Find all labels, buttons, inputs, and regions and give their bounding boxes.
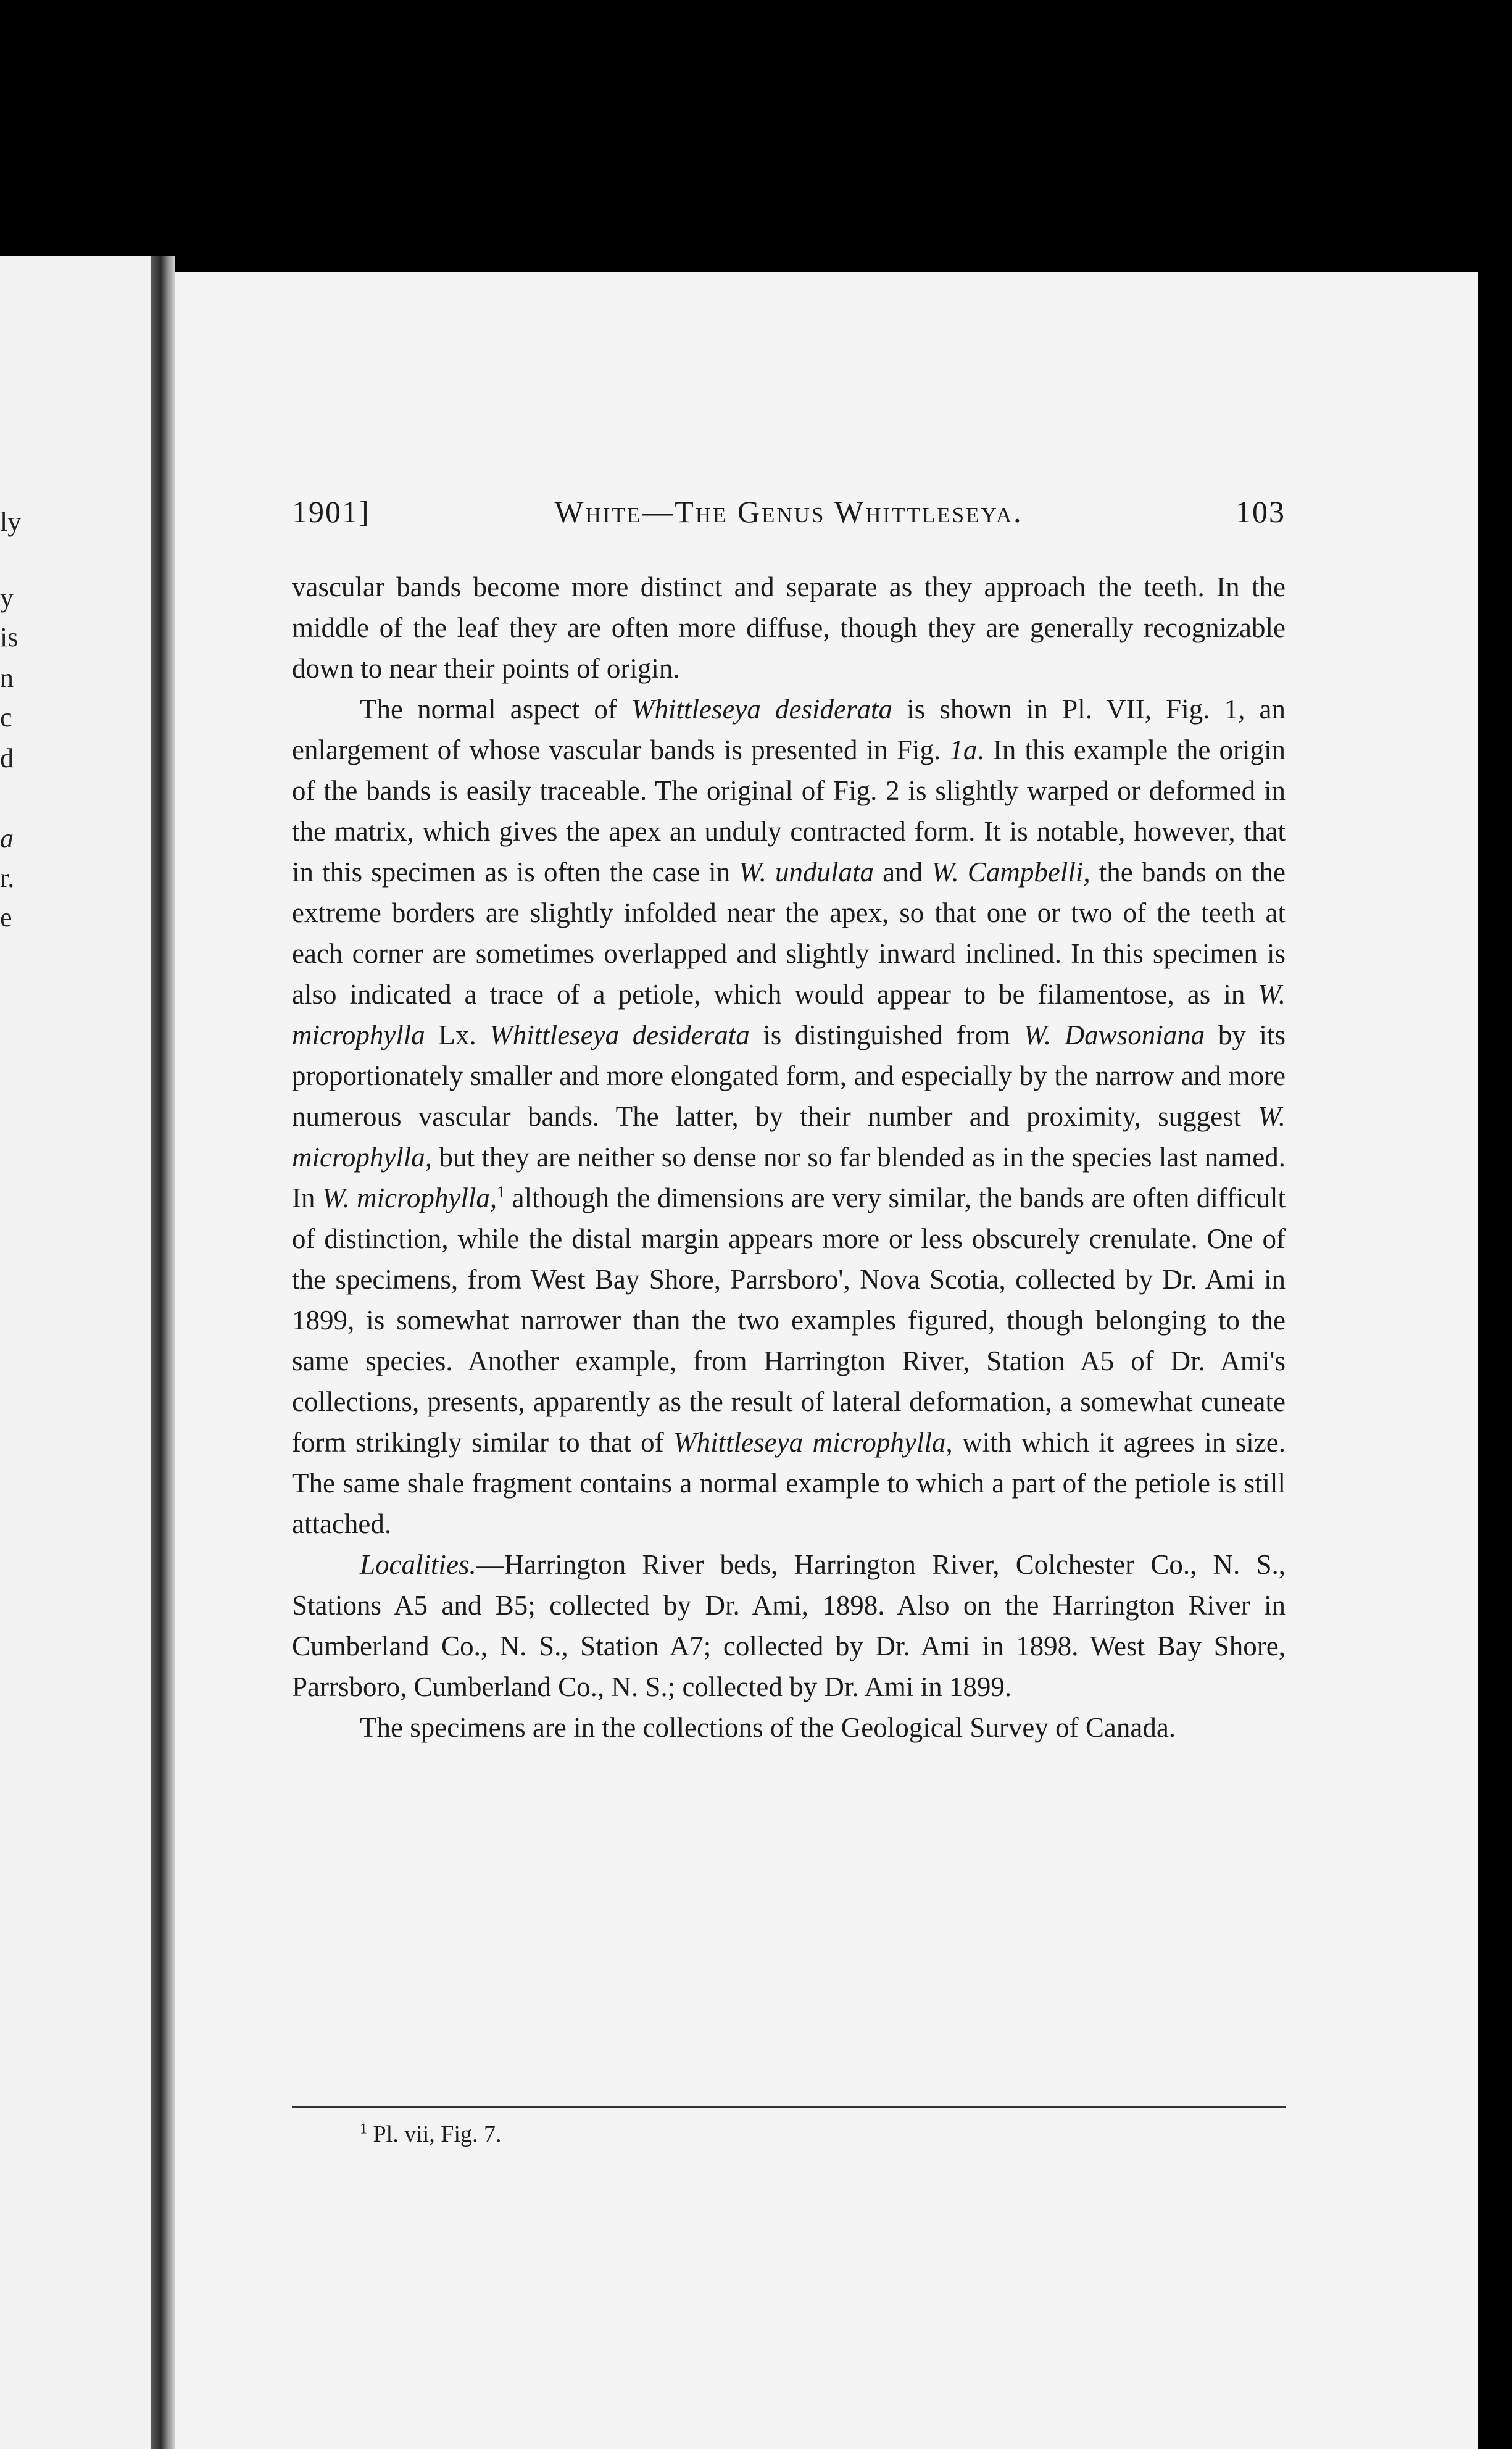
header-title: White—The Genus Whittleseya. — [554, 494, 1023, 529]
left-fragment-text: a — [0, 823, 14, 854]
species-name: W. microphylla, — [292, 1101, 1286, 1173]
left-fragment-text: e — [0, 902, 12, 933]
book-gutter — [151, 256, 175, 2449]
footnote-divider — [292, 2106, 1286, 2108]
running-header — [292, 494, 1286, 537]
paragraph-description: The normal aspect of Whittleseya desiderata is shown in Pl. VII, Fig. 1, an enlargement of whose vascular bands is presented in Fig. 1a. In this example the origin of the bands is easily traceable. The original of Fig. 2 is slightly warped or deformed in the matrix, which gives the apex an unduly contracted form. It is notable, however, that in this specimen as is often the case in W. undulata and W. Campbelli, the bands on the extreme borders are slightly infolded near the apex, so that one or two of the teeth at each corner are sometimes overlapped and slightly inward inclined. In this specimen is also indicated a trace of a petiole, which would appear to be filamentose, as in W. microphylla Lx. Whittleseya desiderata is distinguished from W. Dawsoniana by its proportionately smaller and more elongated form, and especially by the narrow and more numerous vascular bands. The latter, by their number and proximity, suggest W. microphylla, but they are neither so dense nor so far blended as in the species last named. In W. microphylla,$^1$ although the dimensions are very similar, the bands are often difficult of distinction, while the distal margin appears more or less obscurely crenulate. One of the specimens, from West Bay Shore, Parrsboro', Nova Scotia, collected by Dr. Ami in 1899, is somewhat narrower than the two examples figured, though belonging to the same species. Another example, from Harrington River, Station A5 of Dr. Ami's collections, presents, apparently as the result of lateral deformation, a somewhat cuneate form strikingly similar to that of Whittleseya microphylla, with which it agrees in size. The same shale fragment contains a normal example to which a part of the petiole is still attached. — [292, 694, 1286, 1539]
body-text — [292, 567, 1286, 1748]
left-fragment-text: is — [0, 622, 19, 652]
localities-label: Localities. — [360, 1549, 476, 1580]
footnote-marker: 1 — [497, 1183, 505, 1201]
previous-page-fragment — [0, 256, 157, 2449]
paragraph-continuation: vascular bands become more distinct and separate as they approach the teeth. In the middle of the leaf they are often more diffuse, though they are generally recognizable down to near their points of origin. — [292, 572, 1286, 684]
paragraph-collections: The specimens are in the collections of the Geological Survey of Canada. — [360, 1712, 1176, 1743]
species-name: W. microphylla — [292, 979, 1286, 1050]
species-name: W. Dawsoniana — [1023, 1020, 1205, 1050]
left-fragment-text: y — [0, 583, 14, 613]
left-fragment-text: ly — [0, 507, 22, 537]
footnote — [360, 2121, 502, 2148]
species-name: W. undulata — [739, 857, 874, 888]
footnote-text: Pl. vii, Fig. 7. — [367, 2121, 502, 2147]
left-fragment-text: n — [0, 663, 14, 693]
left-fragment-text: r. — [0, 863, 15, 893]
page-number: 103 — [1236, 494, 1286, 529]
footnote-number: 1 — [360, 2121, 367, 2137]
book-page — [175, 272, 1478, 2449]
figure-ref: 1a — [949, 734, 978, 765]
left-fragment-text: d — [0, 743, 14, 773]
species-name: Whittleseya microphylla, — [673, 1427, 953, 1458]
species-name: Whittleseya desiderata — [489, 1020, 750, 1050]
species-name: W. Campbelli, — [931, 857, 1090, 888]
species-name: Whittleseya desiderata — [631, 694, 893, 725]
left-fragment-text: c — [0, 702, 12, 733]
species-name: W. microphylla, — [322, 1183, 497, 1213]
header-year: 1901] — [292, 494, 370, 529]
paragraph-localities: Localities.—Harrington River beds, Harrington River, Colchester Co., N. S., Stations A5 and B5; collected by Dr. Ami, 1898. Also on the Harrington River in Cumberland Co., N. S., Station A7; collected by Dr. Ami in 1898. West Bay Shore, Parrsboro, Cumberland Co., N. S.; collected by Dr. Ami in 1899. — [292, 1549, 1286, 1702]
